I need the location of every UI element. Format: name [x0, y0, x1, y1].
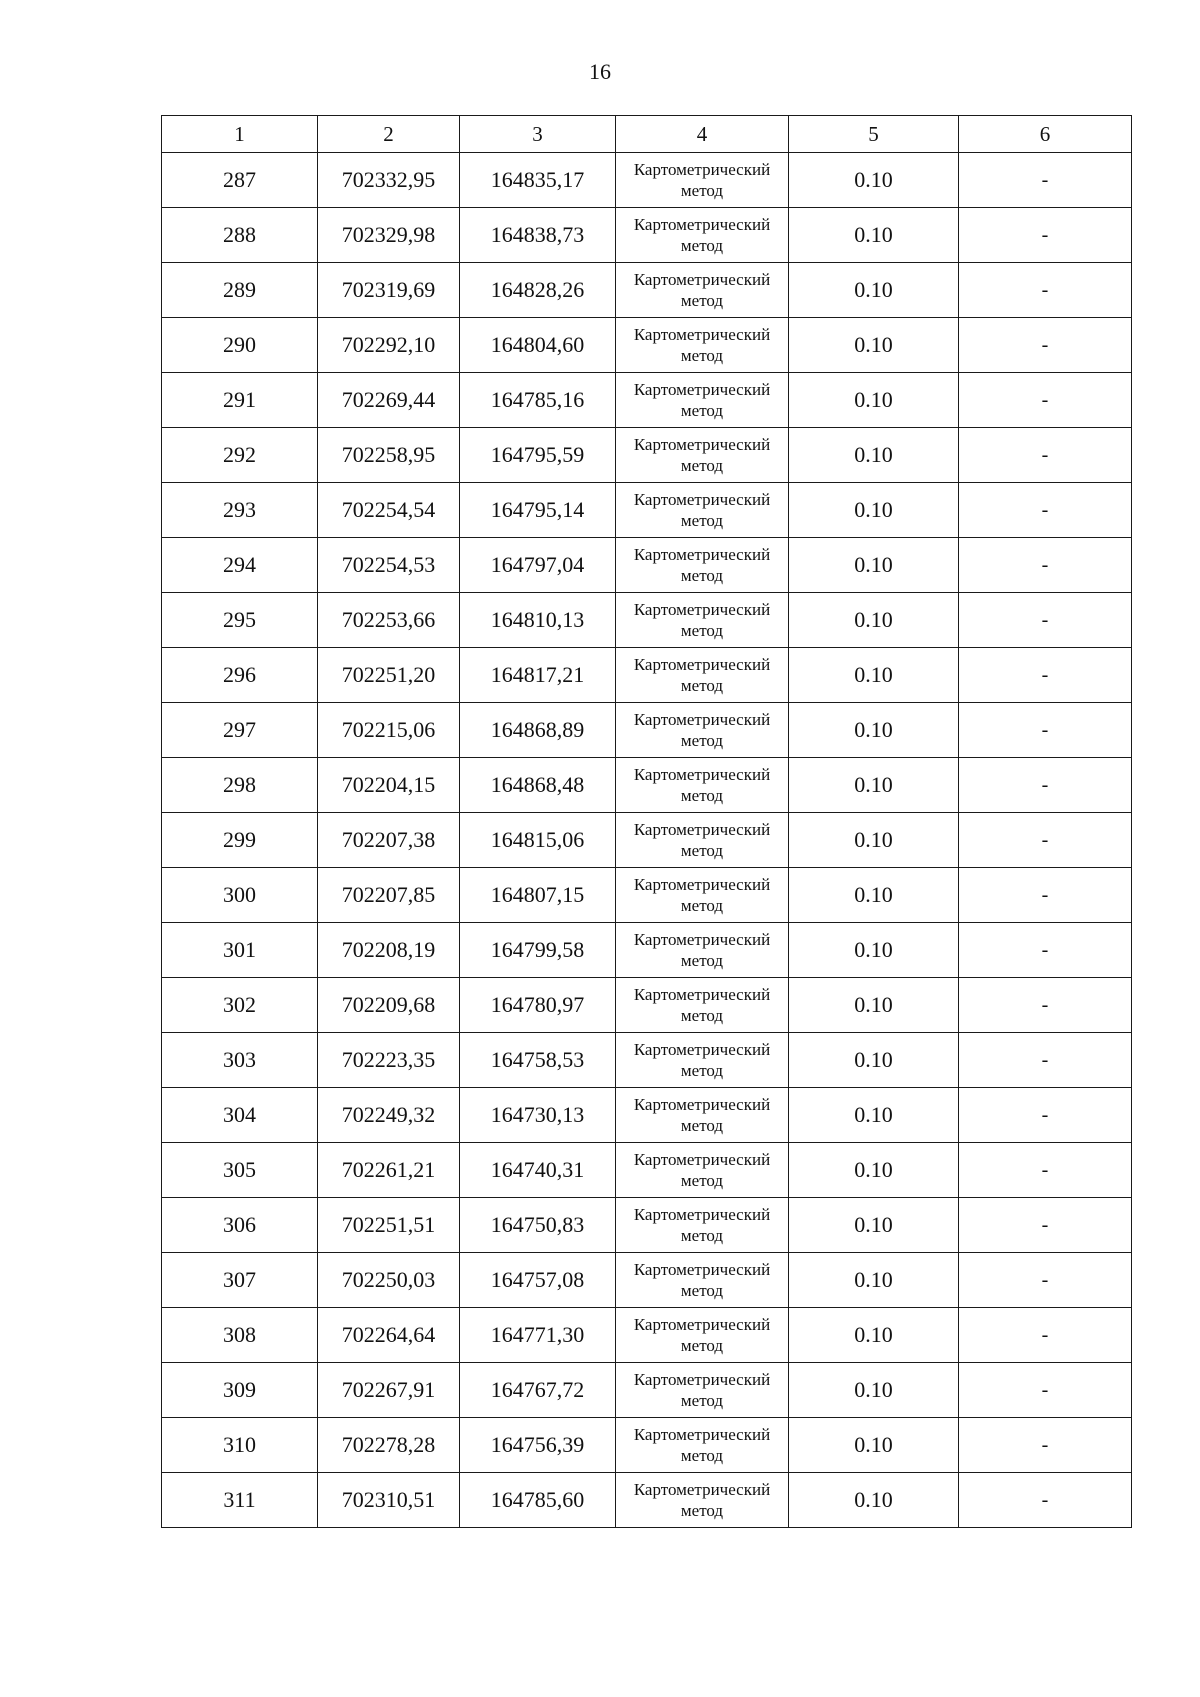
- note-cell: -: [959, 1473, 1132, 1528]
- x-coordinate-cell: 702249,32: [318, 1088, 460, 1143]
- note-cell: -: [959, 1253, 1132, 1308]
- coordinates-table: [161, 115, 1132, 1528]
- method-line-1: Картометрический: [633, 545, 771, 564]
- page-number: 16: [589, 59, 611, 84]
- note-cell: -: [959, 483, 1132, 538]
- point-number-cell: 310: [162, 1418, 318, 1473]
- point-number-cell: 309: [162, 1363, 318, 1418]
- accuracy-cell: 0.10: [789, 1418, 959, 1473]
- table-row: [162, 1033, 1132, 1088]
- method-line-2: метод: [680, 1446, 724, 1465]
- method-line-2: метод: [680, 786, 724, 805]
- table-row: [162, 153, 1132, 208]
- method-cell: [616, 1308, 789, 1363]
- header-col-3: 3: [460, 116, 616, 153]
- note-cell: -: [959, 1198, 1132, 1253]
- table-row: [162, 1198, 1132, 1253]
- accuracy-cell: 0.10: [789, 1088, 959, 1143]
- x-coordinate-cell: 702254,53: [318, 538, 460, 593]
- method-line-1: Картометрический: [633, 435, 771, 454]
- accuracy-cell: 0.10: [789, 648, 959, 703]
- y-coordinate-cell: 164785,60: [460, 1473, 616, 1528]
- method-cell: [616, 1363, 789, 1418]
- y-coordinate-cell: 164730,13: [460, 1088, 616, 1143]
- x-coordinate-cell: 702261,21: [318, 1143, 460, 1198]
- note-cell: -: [959, 758, 1132, 813]
- method-line-1: Картометрический: [633, 1205, 771, 1224]
- y-coordinate-cell: 164807,15: [460, 868, 616, 923]
- method-line-2: метод: [680, 676, 724, 695]
- y-coordinate-cell: 164756,39: [460, 1418, 616, 1473]
- method-line-1: Картометрический: [633, 1040, 771, 1059]
- x-coordinate-cell: 702207,38: [318, 813, 460, 868]
- x-coordinate-cell: 702254,54: [318, 483, 460, 538]
- table-body: [162, 153, 1132, 1528]
- note-cell: -: [959, 1308, 1132, 1363]
- note-cell: -: [959, 978, 1132, 1033]
- y-coordinate-cell: 164795,14: [460, 483, 616, 538]
- method-cell: [616, 1033, 789, 1088]
- method-line-2: метод: [680, 621, 724, 640]
- table-row: [162, 868, 1132, 923]
- y-coordinate-cell: 164828,26: [460, 263, 616, 318]
- x-coordinate-cell: 702264,64: [318, 1308, 460, 1363]
- accuracy-cell: 0.10: [789, 1033, 959, 1088]
- accuracy-cell: 0.10: [789, 153, 959, 208]
- x-coordinate-cell: 702310,51: [318, 1473, 460, 1528]
- y-coordinate-cell: 164780,97: [460, 978, 616, 1033]
- method-cell: [616, 153, 789, 208]
- note-cell: -: [959, 813, 1132, 868]
- x-coordinate-cell: 702267,91: [318, 1363, 460, 1418]
- point-number-cell: 290: [162, 318, 318, 373]
- accuracy-cell: 0.10: [789, 538, 959, 593]
- y-coordinate-cell: 164795,59: [460, 428, 616, 483]
- point-number-cell: 307: [162, 1253, 318, 1308]
- method-line-2: метод: [680, 456, 724, 475]
- note-cell: -: [959, 593, 1132, 648]
- method-line-1: Картометрический: [633, 160, 771, 179]
- method-line-1: Картометрический: [633, 270, 771, 289]
- method-cell: [616, 1198, 789, 1253]
- method-line-2: метод: [680, 1006, 724, 1025]
- table-row: [162, 978, 1132, 1033]
- header-col-5: 5: [789, 116, 959, 153]
- method-cell: [616, 758, 789, 813]
- method-line-1: Картометрический: [633, 985, 771, 1004]
- table-row: [162, 1363, 1132, 1418]
- x-coordinate-cell: 702332,95: [318, 153, 460, 208]
- method-line-1: Картометрический: [633, 710, 771, 729]
- x-coordinate-cell: 702329,98: [318, 208, 460, 263]
- method-cell: [616, 208, 789, 263]
- table-row: [162, 1308, 1132, 1363]
- method-line-1: Картометрический: [633, 875, 771, 894]
- accuracy-cell: 0.10: [789, 1198, 959, 1253]
- table-row: [162, 483, 1132, 538]
- y-coordinate-cell: 164771,30: [460, 1308, 616, 1363]
- point-number-cell: 289: [162, 263, 318, 318]
- method-line-2: метод: [680, 1116, 724, 1135]
- point-number-cell: 302: [162, 978, 318, 1033]
- note-cell: -: [959, 1088, 1132, 1143]
- y-coordinate-cell: 164797,04: [460, 538, 616, 593]
- accuracy-cell: 0.10: [789, 1253, 959, 1308]
- method-cell: [616, 868, 789, 923]
- method-line-1: Картометрический: [633, 1315, 771, 1334]
- accuracy-cell: 0.10: [789, 868, 959, 923]
- point-number-cell: 287: [162, 153, 318, 208]
- method-line-2: метод: [680, 236, 724, 255]
- table-header: [162, 116, 1132, 153]
- y-coordinate-cell: 164868,48: [460, 758, 616, 813]
- method-line-2: метод: [680, 401, 724, 420]
- method-cell: [616, 978, 789, 1033]
- method-line-1: Картометрический: [633, 765, 771, 784]
- point-number-cell: 301: [162, 923, 318, 978]
- point-number-cell: 305: [162, 1143, 318, 1198]
- x-coordinate-cell: 702204,15: [318, 758, 460, 813]
- point-number-cell: 294: [162, 538, 318, 593]
- method-line-2: метод: [680, 1336, 724, 1355]
- table-row: [162, 1088, 1132, 1143]
- header-col-2: 2: [318, 116, 460, 153]
- x-coordinate-cell: 702223,35: [318, 1033, 460, 1088]
- x-coordinate-cell: 702215,06: [318, 703, 460, 758]
- accuracy-cell: 0.10: [789, 813, 959, 868]
- note-cell: -: [959, 428, 1132, 483]
- y-coordinate-cell: 164750,83: [460, 1198, 616, 1253]
- y-coordinate-cell: 164740,31: [460, 1143, 616, 1198]
- method-cell: [616, 263, 789, 318]
- table-row: [162, 923, 1132, 978]
- table-row: [162, 593, 1132, 648]
- point-number-cell: 299: [162, 813, 318, 868]
- accuracy-cell: 0.10: [789, 318, 959, 373]
- method-line-1: Картометрический: [633, 1425, 771, 1444]
- note-cell: -: [959, 538, 1132, 593]
- point-number-cell: 296: [162, 648, 318, 703]
- method-line-2: метод: [680, 1501, 724, 1520]
- point-number-cell: 291: [162, 373, 318, 428]
- method-line-2: метод: [680, 181, 724, 200]
- method-line-2: метод: [680, 1226, 724, 1245]
- method-line-2: метод: [680, 346, 724, 365]
- method-cell: [616, 1253, 789, 1308]
- method-line-2: метод: [680, 731, 724, 750]
- accuracy-cell: 0.10: [789, 593, 959, 648]
- method-cell: [616, 923, 789, 978]
- x-coordinate-cell: 702209,68: [318, 978, 460, 1033]
- header-row: [162, 116, 1132, 153]
- x-coordinate-cell: 702269,44: [318, 373, 460, 428]
- method-cell: [616, 593, 789, 648]
- point-number-cell: 306: [162, 1198, 318, 1253]
- method-line-1: Картометрический: [633, 1095, 771, 1114]
- method-line-1: Картометрический: [633, 325, 771, 344]
- accuracy-cell: 0.10: [789, 1473, 959, 1528]
- method-line-1: Картометрический: [633, 1480, 771, 1499]
- note-cell: -: [959, 1363, 1132, 1418]
- method-cell: [616, 703, 789, 758]
- method-line-1: Картометрический: [633, 1150, 771, 1169]
- table-row: [162, 538, 1132, 593]
- y-coordinate-cell: 164758,53: [460, 1033, 616, 1088]
- method-cell: [616, 428, 789, 483]
- method-line-2: метод: [680, 1171, 724, 1190]
- x-coordinate-cell: 702258,95: [318, 428, 460, 483]
- y-coordinate-cell: 164817,21: [460, 648, 616, 703]
- method-line-1: Картометрический: [633, 655, 771, 674]
- x-coordinate-cell: 702253,66: [318, 593, 460, 648]
- header-col-4: 4: [616, 116, 789, 153]
- accuracy-cell: 0.10: [789, 923, 959, 978]
- method-line-1: Картометрический: [633, 1370, 771, 1389]
- method-line-2: метод: [680, 291, 724, 310]
- table-row: [162, 318, 1132, 373]
- method-line-2: метод: [680, 896, 724, 915]
- table-row: [162, 428, 1132, 483]
- method-cell: [616, 318, 789, 373]
- method-cell: [616, 373, 789, 428]
- note-cell: -: [959, 373, 1132, 428]
- method-line-1: Картометрический: [633, 380, 771, 399]
- method-cell: [616, 1473, 789, 1528]
- table-row: [162, 758, 1132, 813]
- point-number-cell: 293: [162, 483, 318, 538]
- method-line-2: метод: [680, 951, 724, 970]
- y-coordinate-cell: 164757,08: [460, 1253, 616, 1308]
- x-coordinate-cell: 702319,69: [318, 263, 460, 318]
- accuracy-cell: 0.10: [789, 758, 959, 813]
- point-number-cell: 308: [162, 1308, 318, 1363]
- method-line-1: Картометрический: [633, 490, 771, 509]
- accuracy-cell: 0.10: [789, 483, 959, 538]
- accuracy-cell: 0.10: [789, 1308, 959, 1363]
- y-coordinate-cell: 164838,73: [460, 208, 616, 263]
- note-cell: -: [959, 263, 1132, 318]
- x-coordinate-cell: 702292,10: [318, 318, 460, 373]
- method-line-2: метод: [680, 841, 724, 860]
- table-row: [162, 373, 1132, 428]
- accuracy-cell: 0.10: [789, 1143, 959, 1198]
- table-row: [162, 1143, 1132, 1198]
- table-row: [162, 1473, 1132, 1528]
- note-cell: -: [959, 153, 1132, 208]
- note-cell: -: [959, 923, 1132, 978]
- note-cell: -: [959, 1143, 1132, 1198]
- method-line-1: Картометрический: [633, 215, 771, 234]
- header-col-6: 6: [959, 116, 1132, 153]
- y-coordinate-cell: 164785,16: [460, 373, 616, 428]
- table-row: [162, 813, 1132, 868]
- table-row: [162, 263, 1132, 318]
- accuracy-cell: 0.10: [789, 1363, 959, 1418]
- x-coordinate-cell: 702251,51: [318, 1198, 460, 1253]
- note-cell: -: [959, 703, 1132, 758]
- table-row: [162, 1418, 1132, 1473]
- point-number-cell: 295: [162, 593, 318, 648]
- y-coordinate-cell: 164835,17: [460, 153, 616, 208]
- table-row: [162, 703, 1132, 758]
- method-cell: [616, 1088, 789, 1143]
- y-coordinate-cell: 164804,60: [460, 318, 616, 373]
- table-row: [162, 1253, 1132, 1308]
- x-coordinate-cell: 702278,28: [318, 1418, 460, 1473]
- note-cell: -: [959, 1033, 1132, 1088]
- x-coordinate-cell: 702250,03: [318, 1253, 460, 1308]
- y-coordinate-cell: 164799,58: [460, 923, 616, 978]
- accuracy-cell: 0.10: [789, 208, 959, 263]
- y-coordinate-cell: 164767,72: [460, 1363, 616, 1418]
- method-cell: [616, 1143, 789, 1198]
- note-cell: -: [959, 318, 1132, 373]
- x-coordinate-cell: 702251,20: [318, 648, 460, 703]
- accuracy-cell: 0.10: [789, 703, 959, 758]
- table-row: [162, 648, 1132, 703]
- method-line-1: Картометрический: [633, 930, 771, 949]
- point-number-cell: 297: [162, 703, 318, 758]
- method-line-2: метод: [680, 1391, 724, 1410]
- y-coordinate-cell: 164810,13: [460, 593, 616, 648]
- note-cell: -: [959, 648, 1132, 703]
- method-line-1: Картометрический: [633, 820, 771, 839]
- method-line-2: метод: [680, 511, 724, 530]
- point-number-cell: 303: [162, 1033, 318, 1088]
- note-cell: -: [959, 868, 1132, 923]
- x-coordinate-cell: 702208,19: [318, 923, 460, 978]
- accuracy-cell: 0.10: [789, 978, 959, 1033]
- method-line-2: метод: [680, 566, 724, 585]
- method-cell: [616, 813, 789, 868]
- method-line-2: метод: [680, 1061, 724, 1080]
- method-line-1: Картометрический: [633, 1260, 771, 1279]
- method-cell: [616, 1418, 789, 1473]
- accuracy-cell: 0.10: [789, 263, 959, 318]
- accuracy-cell: 0.10: [789, 428, 959, 483]
- y-coordinate-cell: 164815,06: [460, 813, 616, 868]
- accuracy-cell: 0.10: [789, 373, 959, 428]
- note-cell: -: [959, 1418, 1132, 1473]
- method-line-1: Картометрический: [633, 600, 771, 619]
- method-cell: [616, 538, 789, 593]
- method-line-2: метод: [680, 1281, 724, 1300]
- point-number-cell: 288: [162, 208, 318, 263]
- x-coordinate-cell: 702207,85: [318, 868, 460, 923]
- point-number-cell: 311: [162, 1473, 318, 1528]
- note-cell: -: [959, 208, 1132, 263]
- y-coordinate-cell: 164868,89: [460, 703, 616, 758]
- point-number-cell: 292: [162, 428, 318, 483]
- method-cell: [616, 648, 789, 703]
- header-col-1: 1: [162, 116, 318, 153]
- method-cell: [616, 483, 789, 538]
- table-row: [162, 208, 1132, 263]
- point-number-cell: 304: [162, 1088, 318, 1143]
- point-number-cell: 300: [162, 868, 318, 923]
- point-number-cell: 298: [162, 758, 318, 813]
